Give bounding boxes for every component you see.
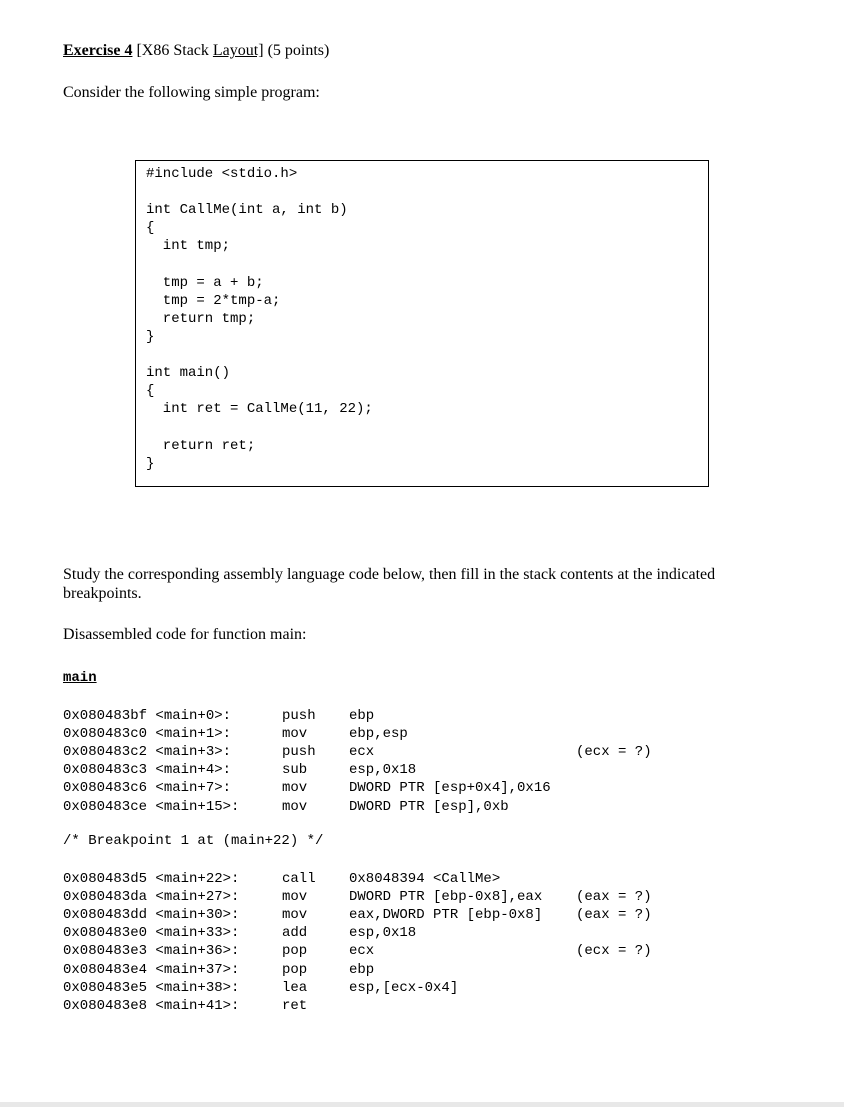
asm-operand: ecx	[349, 943, 375, 960]
exercise-topic-close: (5 points)	[263, 42, 330, 59]
asm-operand: esp,[ecx-0x4]	[349, 979, 459, 996]
asm-address: 0x080483c0 <main+1>:	[63, 726, 232, 743]
asm-operand: ebp	[349, 708, 375, 724]
asm-mnemonic: mov	[282, 889, 308, 906]
asm-comment: (eax = ?)	[576, 907, 652, 924]
asm-mnemonic: sub	[282, 762, 308, 779]
asm-address: 0x080483e3 <main+36>:	[63, 943, 240, 960]
asm-mnemonic: mov	[282, 798, 308, 815]
function-label-main: main	[63, 670, 97, 686]
asm-mnemonic: add	[282, 925, 308, 942]
page-bottom-edge	[0, 1102, 844, 1107]
asm-address: 0x080483e5 <main+38>:	[63, 979, 240, 996]
program-line: }	[146, 328, 155, 345]
asm-address: 0x080483c3 <main+4>:	[63, 762, 232, 779]
asm-operand: ebp,esp	[349, 726, 408, 743]
asm-address: 0x080483c2 <main+3>:	[63, 744, 232, 761]
asm-address: 0x080483bf <main+0>:	[63, 708, 232, 724]
asm-address: 0x080483e4 <main+37>:	[63, 961, 240, 978]
asm-operand: esp,0x18	[349, 762, 417, 779]
disassembled-label: Disassembled code for function main:	[63, 626, 307, 643]
asm-mnemonic: pop	[282, 961, 308, 978]
asm-address: 0x080483e8 <main+41>:	[63, 997, 240, 1014]
breakpoint-comment: /* Breakpoint 1 at (main+22) */	[63, 833, 324, 849]
exercise-topic-underlined: Layout]	[212, 42, 264, 59]
asm-mnemonic: mov	[282, 780, 308, 797]
asm-mnemonic: push	[282, 744, 316, 761]
asm-comment: (eax = ?)	[576, 889, 652, 906]
exercise-title	[63, 42, 329, 60]
asm-mnemonic: ret	[282, 997, 308, 1014]
asm-address: 0x080483c6 <main+7>:	[63, 780, 232, 797]
program-line: }	[146, 455, 155, 472]
program-line: #include <stdio.h>	[146, 166, 298, 182]
asm-operand: ebp	[349, 961, 375, 978]
asm-comment: (ecx = ?)	[576, 943, 652, 960]
asm-comment: (ecx = ?)	[576, 744, 652, 761]
asm-address: 0x080483dd <main+30>:	[63, 907, 240, 924]
study-instructions: Study the corresponding assembly language code below, then fill in the stack contents at the indicated breakpoints.	[63, 566, 716, 602]
asm-mnemonic: push	[282, 708, 316, 724]
asm-operand: eax,DWORD PTR [ebp-0x8]	[349, 907, 543, 924]
asm-operand: DWORD PTR [esp+0x4],0x16	[349, 780, 551, 797]
program-line: int tmp;	[146, 238, 231, 255]
asm-address: 0x080483d5 <main+22>:	[63, 871, 240, 887]
program-line: tmp = 2*tmp-a;	[146, 292, 281, 309]
intro-text: Consider the following simple program:	[63, 84, 320, 101]
asm-operand: DWORD PTR [esp],0xb	[349, 798, 509, 815]
asm-address: 0x080483da <main+27>:	[63, 889, 240, 906]
exercise-topic-open: [X86 Stack	[132, 42, 213, 59]
asm-mnemonic: pop	[282, 943, 308, 960]
program-line: return ret;	[146, 437, 256, 454]
asm-operand: DWORD PTR [ebp-0x8],eax	[349, 889, 543, 906]
program-line: int main()	[146, 365, 231, 382]
asm-address: 0x080483e0 <main+33>:	[63, 925, 240, 942]
program-line: int ret = CallMe(11, 22);	[146, 401, 373, 418]
asm-operand: ecx	[349, 744, 375, 761]
asm-operand: 0x8048394 <CallMe>	[349, 871, 501, 887]
asm-mnemonic: mov	[282, 726, 308, 743]
asm-mnemonic: mov	[282, 907, 308, 924]
asm-mnemonic: lea	[282, 979, 308, 996]
program-line: {	[146, 220, 155, 237]
asm-address: 0x080483ce <main+15>:	[63, 798, 240, 815]
program-line: int CallMe(int a, int b)	[146, 202, 348, 219]
program-line: tmp = a + b;	[146, 274, 264, 291]
program-line: return tmp;	[146, 310, 256, 327]
asm-mnemonic: call	[282, 871, 316, 887]
exercise-label: Exercise 4	[63, 42, 133, 59]
program-line: {	[146, 383, 155, 400]
asm-operand: esp,0x18	[349, 925, 417, 942]
